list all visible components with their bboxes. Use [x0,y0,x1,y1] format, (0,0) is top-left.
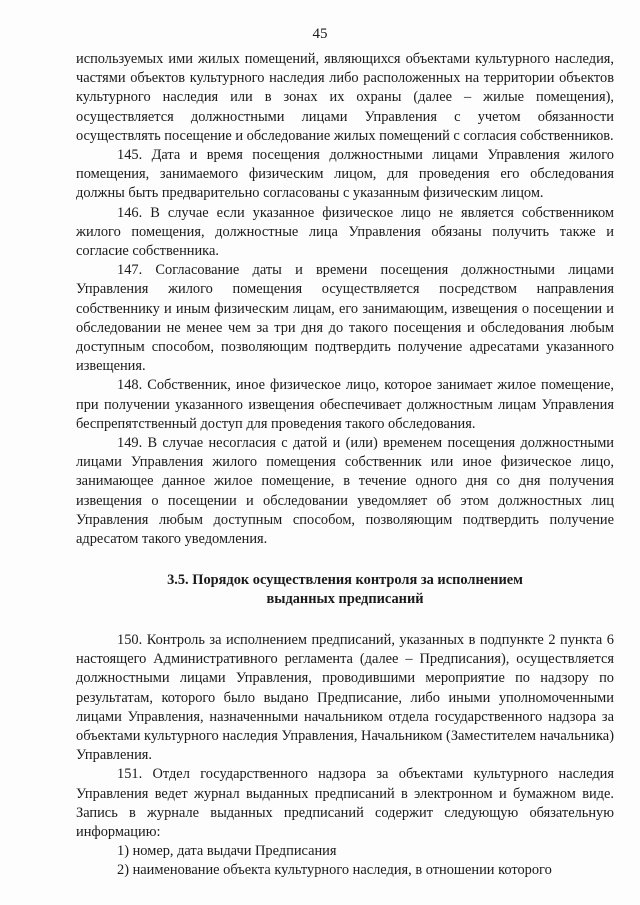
text-block-part1 [76,50,614,549]
paragraph-147: 147. Согласование даты и времени посещения должностными лицами Управления жилого помещения осуществляется посредством направления собственнику и иным физическим лицам, его занимающим, извещения о посещении и обследовании не менее чем за три дня до такого посещения и обследования любым доступным способом, позволяющим подтвердить получение адресатами указанного извещения. [76,262,614,375]
paragraph-146: 146. В случае если указанное физическое лицо не является собственником жилого помещения, должностные лица Управления обязаны получить также и согласие собственника. [76,204,614,260]
paragraph-151: 151. Отдел государственного надзора за объектами культурного наследия Управления ведет журнал выданных предписаний в электронном и бумажном виде. Запись в журнале выданных предписаний содержит следующую обязательную информацию: [76,766,614,841]
paragraph-continuation: используемых ими жилых помещений, являющихся объектами культурного наследия, частями объектов культурного наследия либо расположенных на территории объектов культурного наследия или в зонах их охраны (далее – жилые помещения), осуществляется должностными лицами Управления с учетом обязанности осуществлять посещение и обследование жилых помещений с согласия собственников. [76,51,614,144]
text-block-part2 [76,631,614,881]
page-number: 45 [312,26,328,42]
section-heading [76,571,614,609]
section-heading-line-1: 3.5. Порядок осуществления контроля за исполнением [167,572,523,588]
section-heading-line-2: выданных предписаний [266,591,424,608]
list-item-1: 1) номер, дата выдачи Предписания [117,843,337,860]
paragraph-149: 149. В случае несогласия с датой и (или) временем посещения должностными лицами Управления жилого помещения собственник или иное физическое лицо, занимающее данное жилое помещение, в течение одного дня со дня получения извещения о посещении и обследовании уведомляет об этом должностных лиц Управления любым доступным способом, позволяющим подтвердить получение адресатом такого уведомления. [76,435,614,548]
paragraph-150: 150. Контроль за исполнением предписаний, указанных в подпункте 2 пункта 6 настоящего Административного регламента (далее – Предписания), осуществляется должностными лицами Управления, проводившими мероприятие по надзору по результатам, которого было выдано Предписание, либо иными уполномоченными лицами Управления, назначенными начальником отдела государственного надзора за объектами культурного наследия Управления, Начальником (Заместителем начальника) Управления. [76,632,614,764]
paragraph-145: 145. Дата и время посещения должностными лицами Управления жилого помещения, занимаемого физическим лицом, для проведения его обследования должны быть предварительно согласованы с указанным физическим лицом. [76,147,614,202]
list-item-2: 2) наименование объекта культурного наследия, в отношении которого [117,862,552,879]
paragraph-148: 148. Собственник, иное физическое лицо, которое занимает жилое помещение, при получении указанного извещения обеспечивает должностным лицам Управления беспрепятственный доступ для проведения такого обследования. [76,377,614,432]
